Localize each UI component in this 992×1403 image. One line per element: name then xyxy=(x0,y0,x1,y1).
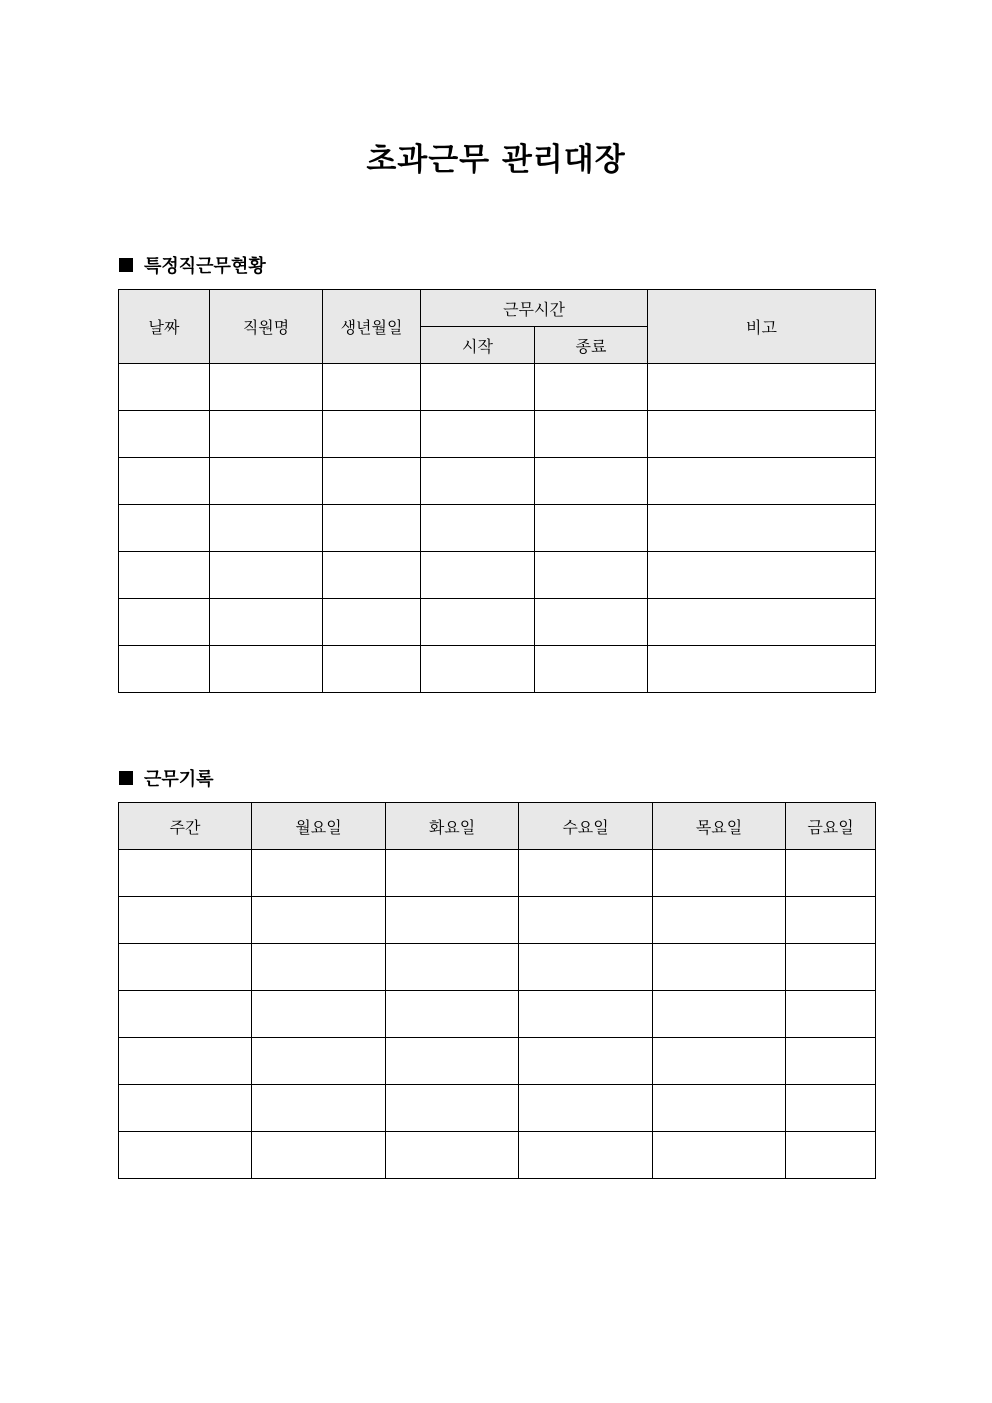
cell-birth-date[interactable] xyxy=(323,505,421,552)
cell-monday[interactable] xyxy=(252,1038,386,1085)
header-thursday: 목요일 xyxy=(653,803,786,850)
table-row xyxy=(119,599,876,646)
cell-birth-date[interactable] xyxy=(323,458,421,505)
table-row xyxy=(119,1038,876,1085)
cell-tuesday[interactable] xyxy=(386,1132,519,1179)
cell-date[interactable] xyxy=(119,364,210,411)
cell-week[interactable] xyxy=(119,1038,252,1085)
cell-employee-name[interactable] xyxy=(210,599,323,646)
table-row xyxy=(119,552,876,599)
section-heading-special-duty xyxy=(119,252,266,278)
cell-remarks[interactable] xyxy=(648,364,876,411)
table-row xyxy=(119,364,876,411)
cell-employee-name[interactable] xyxy=(210,364,323,411)
cell-remarks[interactable] xyxy=(648,599,876,646)
cell-thursday[interactable] xyxy=(653,850,786,897)
page-title: 초과근무 관리대장 xyxy=(366,142,626,178)
cell-end-time[interactable] xyxy=(535,599,648,646)
cell-monday[interactable] xyxy=(252,1132,386,1179)
cell-employee-name[interactable] xyxy=(210,552,323,599)
cell-friday[interactable] xyxy=(786,850,876,897)
cell-wednesday[interactable] xyxy=(519,944,653,991)
header-date: 날짜 xyxy=(119,290,210,364)
cell-date[interactable] xyxy=(119,552,210,599)
cell-thursday[interactable] xyxy=(653,1132,786,1179)
cell-tuesday[interactable] xyxy=(386,850,519,897)
cell-week[interactable] xyxy=(119,991,252,1038)
cell-wednesday[interactable] xyxy=(519,897,653,944)
cell-week[interactable] xyxy=(119,897,252,944)
cell-start-time[interactable] xyxy=(421,364,535,411)
cell-monday[interactable] xyxy=(252,944,386,991)
cell-end-time[interactable] xyxy=(535,505,648,552)
cell-tuesday[interactable] xyxy=(386,897,519,944)
table-row xyxy=(119,850,876,897)
cell-employee-name[interactable] xyxy=(210,505,323,552)
square-bullet-icon xyxy=(119,771,133,785)
cell-monday[interactable] xyxy=(252,1085,386,1132)
cell-employee-name[interactable] xyxy=(210,646,323,693)
cell-employee-name[interactable] xyxy=(210,411,323,458)
square-bullet-icon xyxy=(119,258,133,272)
cell-end-time[interactable] xyxy=(535,458,648,505)
cell-thursday[interactable] xyxy=(653,944,786,991)
header-wednesday: 수요일 xyxy=(519,803,653,850)
table-row xyxy=(119,944,876,991)
cell-remarks[interactable] xyxy=(648,505,876,552)
cell-thursday[interactable] xyxy=(653,1038,786,1085)
cell-wednesday[interactable] xyxy=(519,1038,653,1085)
cell-birth-date[interactable] xyxy=(323,411,421,458)
header-employee-name: 직원명 xyxy=(210,290,323,364)
table-row xyxy=(119,897,876,944)
cell-birth-date[interactable] xyxy=(323,552,421,599)
cell-friday[interactable] xyxy=(786,1085,876,1132)
cell-remarks[interactable] xyxy=(648,646,876,693)
cell-monday[interactable] xyxy=(252,897,386,944)
cell-remarks[interactable] xyxy=(648,411,876,458)
section-heading-label: 특정직근무현황 xyxy=(144,256,266,277)
section-heading-work-record xyxy=(119,765,214,791)
header-remarks: 비고 xyxy=(648,290,876,364)
cell-thursday[interactable] xyxy=(653,897,786,944)
table-row xyxy=(119,1085,876,1132)
cell-birth-date[interactable] xyxy=(323,364,421,411)
cell-week[interactable] xyxy=(119,1132,252,1179)
cell-friday[interactable] xyxy=(786,991,876,1038)
header-start-time: 시작 xyxy=(421,327,535,364)
cell-wednesday[interactable] xyxy=(519,850,653,897)
cell-end-time[interactable] xyxy=(535,646,648,693)
header-birth-date: 생년월일 xyxy=(323,290,421,364)
header-tuesday: 화요일 xyxy=(386,803,519,850)
cell-start-time[interactable] xyxy=(421,458,535,505)
cell-employee-name[interactable] xyxy=(210,458,323,505)
table-row xyxy=(119,458,876,505)
cell-birth-date[interactable] xyxy=(323,599,421,646)
cell-monday[interactable] xyxy=(252,850,386,897)
table-row xyxy=(119,646,876,693)
cell-thursday[interactable] xyxy=(653,1085,786,1132)
cell-friday[interactable] xyxy=(786,1132,876,1179)
table-row xyxy=(119,505,876,552)
cell-thursday[interactable] xyxy=(653,991,786,1038)
cell-friday[interactable] xyxy=(786,944,876,991)
cell-remarks[interactable] xyxy=(648,552,876,599)
cell-tuesday[interactable] xyxy=(386,991,519,1038)
table-row xyxy=(119,991,876,1038)
table-row xyxy=(119,411,876,458)
cell-start-time[interactable] xyxy=(421,552,535,599)
header-work-hours: 근무시간 xyxy=(421,290,648,327)
cell-start-time[interactable] xyxy=(421,599,535,646)
cell-wednesday[interactable] xyxy=(519,1132,653,1179)
cell-start-time[interactable] xyxy=(421,646,535,693)
header-friday: 금요일 xyxy=(786,803,876,850)
cell-friday[interactable] xyxy=(786,897,876,944)
cell-wednesday[interactable] xyxy=(519,1085,653,1132)
cell-monday[interactable] xyxy=(252,991,386,1038)
cell-date[interactable] xyxy=(119,458,210,505)
header-end-time: 종료 xyxy=(535,327,648,364)
cell-end-time[interactable] xyxy=(535,364,648,411)
cell-date[interactable] xyxy=(119,646,210,693)
cell-tuesday[interactable] xyxy=(386,1085,519,1132)
header-week: 주간 xyxy=(119,803,252,850)
cell-friday[interactable] xyxy=(786,1038,876,1085)
cell-remarks[interactable] xyxy=(648,458,876,505)
work-record-table xyxy=(118,802,876,1179)
cell-week[interactable] xyxy=(119,944,252,991)
cell-end-time[interactable] xyxy=(535,552,648,599)
cell-tuesday[interactable] xyxy=(386,1038,519,1085)
cell-week[interactable] xyxy=(119,850,252,897)
cell-birth-date[interactable] xyxy=(323,646,421,693)
cell-wednesday[interactable] xyxy=(519,991,653,1038)
cell-week[interactable] xyxy=(119,1085,252,1132)
cell-start-time[interactable] xyxy=(421,411,535,458)
cell-date[interactable] xyxy=(119,411,210,458)
cell-date[interactable] xyxy=(119,505,210,552)
cell-tuesday[interactable] xyxy=(386,944,519,991)
section-heading-label: 근무기록 xyxy=(144,769,214,790)
table-row xyxy=(119,1132,876,1179)
cell-start-time[interactable] xyxy=(421,505,535,552)
special-duty-table xyxy=(118,289,876,693)
cell-date[interactable] xyxy=(119,599,210,646)
header-monday: 월요일 xyxy=(252,803,386,850)
cell-end-time[interactable] xyxy=(535,411,648,458)
